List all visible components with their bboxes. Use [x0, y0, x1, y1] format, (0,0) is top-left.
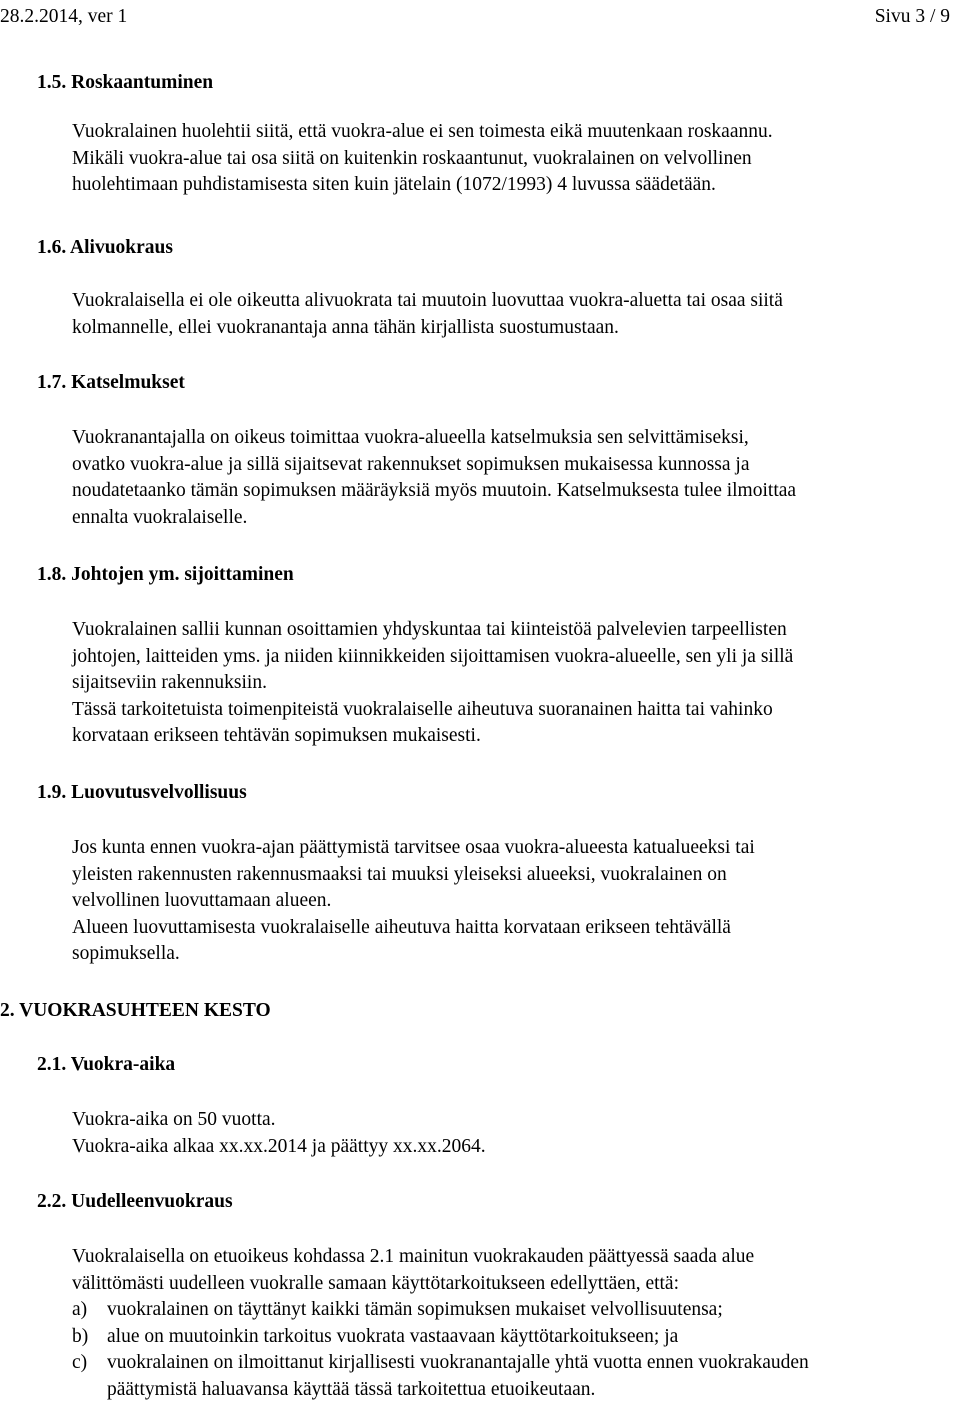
section-heading-1-8: 1.8. Johtojen ym. sijoittaminen	[37, 564, 294, 585]
section-body-2-2	[72, 1244, 956, 1297]
section-heading-2-2: 2.2. Uudelleenvuokraus	[37, 1191, 233, 1212]
text-line: Vuokranantajalla on oikeus toimittaa vuokra-alueella katselmuksia sen selvittämiseksi,	[72, 427, 749, 448]
text-line: ennalta vuokralaiselle.	[72, 506, 248, 528]
text-line: Tässä tarkoitetuista toimenpiteistä vuokralaiselle aiheutuva suoranainen haitta tai vahinko	[72, 698, 773, 720]
text-line: Vuokra-aika on 50 vuotta.	[72, 1109, 276, 1130]
text-line: Jos kunta ennen vuokra-ajan päättymistä tarvitsee osaa vuokra-alueesta katualueeksi tai	[72, 837, 755, 858]
list-marker: c)	[72, 1352, 88, 1373]
list-text: vuokralainen on täyttänyt kaikki tämän sopimuksen mukaiset velvollisuutensa;	[107, 1299, 723, 1320]
text-line: Alueen luovuttamisesta vuokralaiselle aiheutuva haitta korvataan erikseen tehtävällä	[72, 916, 731, 938]
list-marker: b)	[72, 1326, 89, 1347]
text-line: Mikäli vuokra-alue tai osa siitä on kuitenkin roskaantunut, vuokralainen on velvollinen	[72, 147, 752, 169]
list-text: päättymistä haluavansa käyttää tässä tarkoitettua etuoikeutaan.	[107, 1379, 596, 1400]
text-line: ovatko vuokra-alue ja sillä sijaitsevat rakennukset sopimuksen mukaisessa kunnossa ja	[72, 453, 750, 475]
text-line: kolmannelle, ellei vuokranantaja anna tähän kirjallista suostumustaan.	[72, 316, 619, 338]
section-body-1-9	[72, 835, 956, 968]
text-line: sopimuksella.	[72, 943, 180, 964]
section-heading-1-5: 1.5. Roskaantuminen	[37, 72, 214, 93]
list-text: vuokralainen on ilmoittanut kirjallisesti vuokranantajalle yhtä vuotta ennen vuokrakauden	[107, 1352, 809, 1373]
text-line: Vuokralaisella ei ole oikeutta alivuokrata tai muutoin luovuttaa vuokra-aluetta tai osaa siitä	[72, 290, 783, 311]
text-line: noudatetaanko tämän sopimuksen määräyksiä myös muutoin. Katselmuksesta tulee ilmoittaa	[72, 480, 797, 501]
section-body-1-7	[72, 425, 956, 531]
section-heading-2-1: 2.1. Vuokra-aika	[37, 1054, 176, 1075]
text-line: Vuokralainen huolehtii siitä, että vuokra-alue ei sen toimesta eikä muutenkaan roskaannu.	[72, 121, 773, 142]
text-line: välittömästi uudelleen vuokralle samaan käyttötarkoitukseen edellyttäen, että:	[72, 1272, 680, 1294]
text-line: sijaitseviin rakennuksiin.	[72, 672, 267, 693]
header-page-number: Sivu 3 / 9	[874, 6, 950, 27]
section-heading-2: 2. VUOKRASUHTEEN KESTO	[0, 1000, 271, 1021]
list-text: alue on muutoinkin tarkoitus vuokrata vastaavaan käyttötarkoitukseen; ja	[107, 1326, 679, 1347]
section-heading-1-6: 1.6. Alivuokraus	[37, 237, 173, 258]
text-line: korvataan erikseen tehtävän sopimuksen mukaisesti.	[72, 725, 481, 746]
text-line: velvollinen luovuttamaan alueen.	[72, 890, 332, 911]
text-line: Vuokralaisella on etuoikeus kohdassa 2.1 mainitun vuokrakauden päättyessä saada alue	[72, 1246, 755, 1267]
text-line: yleisten rakennusten rakennusmaaksi tai muuksi yleiseksi alueeksi, vuokralainen on	[72, 863, 727, 885]
list-marker: a)	[72, 1299, 88, 1320]
section-body-2-1	[72, 1107, 956, 1160]
header-date-version: 28.2.2014, ver 1	[0, 6, 128, 27]
section-body-1-6	[72, 288, 956, 341]
section-body-1-5	[72, 119, 956, 199]
text-line: Vuokra-aika alkaa xx.xx.2014 ja päättyy xx.xx.2064.	[72, 1135, 486, 1157]
section-heading-1-7: 1.7. Katselmukset	[37, 372, 185, 393]
section-body-1-8	[72, 617, 956, 750]
text-line: johtojen, laitteiden yms. ja niiden kiinnikkeiden sijoittamisen vuokra-alueelle, sen yli ja sillä	[72, 645, 794, 667]
text-line: huolehtimaan puhdistamisesta siten kuin jätelain (1072/1993) 4 luvussa säädetään.	[72, 174, 716, 195]
text-line: Vuokralainen sallii kunnan osoittamien yhdyskuntaa tai kiinteistöä palvelevien tarpeellisten	[72, 619, 787, 640]
section-heading-1-9: 1.9. Luovutusvelvollisuus	[37, 782, 247, 803]
